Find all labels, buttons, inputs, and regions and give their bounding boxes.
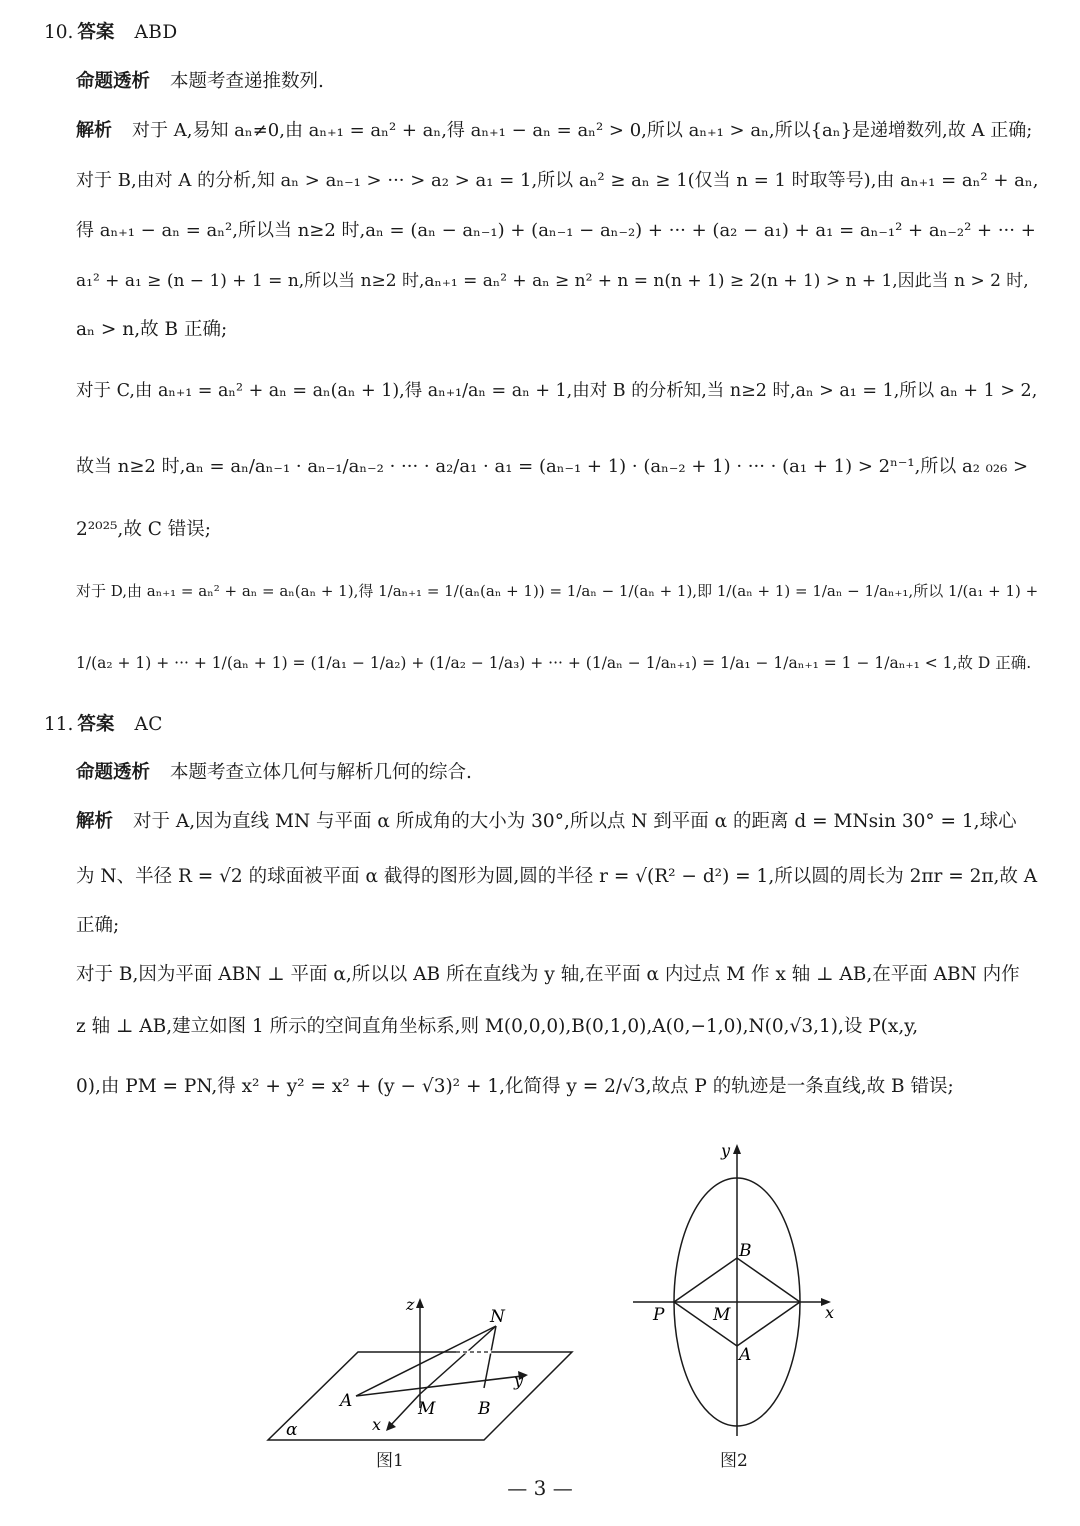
q10-analysis-tag: 命题透析 xyxy=(76,71,151,92)
q11-solution-tag: 解析 xyxy=(76,811,114,832)
label-P: P xyxy=(653,1305,665,1325)
q11-text-line: z 轴 ⊥ AB,建立如图 1 所示的空间直角坐标系,则 M(0,0,0),B(0,1,0),A(0,−1,0),N(0,√3,1),设 P(x,y, xyxy=(76,1016,919,1037)
q11-answer: AC xyxy=(134,714,163,735)
x-axis xyxy=(390,1394,420,1426)
q11-text-line: 0),由 PM = PN,得 x² + y² = x² + (y − √3)² + 1,化简得 y = 2/√3,故点 P 的轨迹是一条直线,故 B 错误; xyxy=(76,1076,954,1097)
page-number: — 3 — xyxy=(507,1476,573,1500)
q10-text-line: a₁² + a₁ ≥ (n − 1) + 1 = n,所以当 n≥2 时,aₙ₊₁ = aₙ² + aₙ ≥ n² + n = n(n + 1) ≥ 2(n + 1) > n + 1,因此当 n > 2 时, xyxy=(76,271,1029,291)
label-y: y xyxy=(721,1141,731,1160)
label-M: M xyxy=(418,1399,436,1419)
label-M: M xyxy=(713,1305,731,1325)
q10-number: 10. xyxy=(44,22,74,43)
figure-2-caption: 图2 xyxy=(720,1451,748,1471)
q11-text-line: 为 N、半径 R = √2 的球面被平面 α 截得的图形为圆,圆的半径 r = √(R² − d²) = 1,所以圆的周长为 2πr = 2π,故 A xyxy=(76,866,1038,887)
q10-analysis xyxy=(76,67,1036,97)
q11-header xyxy=(44,710,1004,740)
q10-text-line: 1/(a₂ + 1) + ··· + 1/(aₙ + 1) = (1/a₁ − 1/a₂) + (1/a₂ − 1/a₃) + ··· + (1/aₙ − 1/aₙ₊₁) = 1/a₁ − 1/aₙ₊₁ = 1 − 1/aₙ₊₁ < 1,故 D 正确. xyxy=(76,654,1032,672)
q11-number: 11. xyxy=(44,714,74,735)
q10-answer: ABD xyxy=(134,22,178,43)
label-alpha: α xyxy=(286,1420,298,1440)
q10-text-line: 故当 n≥2 时,aₙ = aₙ/aₙ₋₁ · aₙ₋₁/aₙ₋₂ · ··· · a₂/a₁ · a₁ = (aₙ₋₁ + 1) · (aₙ₋₂ + 1) · ··· · (a₁ + 1) > 2ⁿ⁻¹,所以 a₂ ₀₂₆ > xyxy=(76,456,1029,477)
label-x: x xyxy=(372,1415,382,1434)
q10-text-line: aₙ > n,故 B 正确; xyxy=(76,319,228,340)
figure-2 xyxy=(625,1140,855,1440)
q10-text-line: 得 aₙ₊₁ − aₙ = aₙ²,所以当 n≥2 时,aₙ = (aₙ − aₙ₋₁) + (aₙ₋₁ − aₙ₋₂) + ··· + (a₂ − a₁) + a₁ = aₙ₋₁² + aₙ₋₂² + ··· + xyxy=(76,220,1036,241)
q11-text-line: 对于 A,因为直线 MN 与平面 α 所成角的大小为 30°,所以点 N 到平面 α 的距离 d = MNsin 30° = 1,球心 xyxy=(133,811,1017,832)
label-A: A xyxy=(340,1391,353,1411)
z-arrow-icon xyxy=(416,1298,424,1308)
q11-analysis-tag: 命题透析 xyxy=(76,762,151,783)
q10-analysis-text: 本题考查递推数列. xyxy=(170,71,324,92)
q10-text-line: 对于 A,易知 aₙ≠0,由 aₙ₊₁ = aₙ² + aₙ,得 aₙ₊₁ − aₙ = aₙ² > 0,所以 aₙ₊₁ > aₙ,所以{aₙ}是递增数列,故 A 正确; xyxy=(132,120,1033,141)
q11-solution-line-1 xyxy=(76,807,1036,837)
figure-1 xyxy=(260,1290,580,1450)
q10-answer-tag: 答案 xyxy=(77,22,115,43)
q11-analysis-text: 本题考查立体几何与解析几何的综合. xyxy=(170,762,472,783)
label-x: x xyxy=(825,1303,835,1322)
label-y: y xyxy=(514,1371,524,1390)
y-arrow-icon xyxy=(733,1144,741,1154)
x-arrow-icon xyxy=(386,1421,396,1431)
q11-answer-tag: 答案 xyxy=(77,714,115,735)
q10-text-line: 对于 B,由对 A 的分析,知 aₙ > aₙ₋₁ > ··· > a₂ > a₁ = 1,所以 aₙ² ≥ aₙ ≥ 1(仅当 n = 1 时取等号),由 aₙ₊₁ = aₙ² + aₙ, xyxy=(76,170,1039,191)
q10-solution-tag: 解析 xyxy=(76,120,112,141)
label-B: B xyxy=(478,1399,491,1419)
q11-analysis xyxy=(76,758,1036,788)
q10-text-line: 2²⁰²⁵,故 C 错误; xyxy=(76,519,211,540)
q10-solution-line-1 xyxy=(76,116,1036,146)
label-N: N xyxy=(490,1307,505,1327)
figure-1-caption: 图1 xyxy=(376,1451,404,1471)
q10-text-line: 对于 D,由 aₙ₊₁ = aₙ² + aₙ = aₙ(aₙ + 1),得 1/aₙ₊₁ = 1/(aₙ(aₙ + 1)) = 1/aₙ − 1/(aₙ + 1),即 1/(aₙ + 1) = 1/aₙ − 1/aₙ₊₁,所以 1/(a₁ + 1) + xyxy=(76,582,1039,600)
label-B: B xyxy=(739,1241,752,1261)
q11-text-line: 对于 B,因为平面 ABN ⊥ 平面 α,所以以 AB 所在直线为 y 轴,在平面 α 内过点 M 作 x 轴 ⊥ AB,在平面 ABN 内作 xyxy=(76,964,1020,985)
q10-text-line: 对于 C,由 aₙ₊₁ = aₙ² + aₙ = aₙ(aₙ + 1),得 aₙ₊₁/aₙ = aₙ + 1,由对 B 的分析知,当 n≥2 时,aₙ > a₁ = 1,所以 aₙ + 1 > 2, xyxy=(76,381,1038,401)
label-A: A xyxy=(739,1345,752,1365)
q10-header xyxy=(44,18,1004,48)
segment-AN xyxy=(356,1326,496,1396)
q11-text-line: 正确; xyxy=(76,915,120,936)
y-axis xyxy=(356,1376,522,1396)
label-z: z xyxy=(406,1295,415,1314)
